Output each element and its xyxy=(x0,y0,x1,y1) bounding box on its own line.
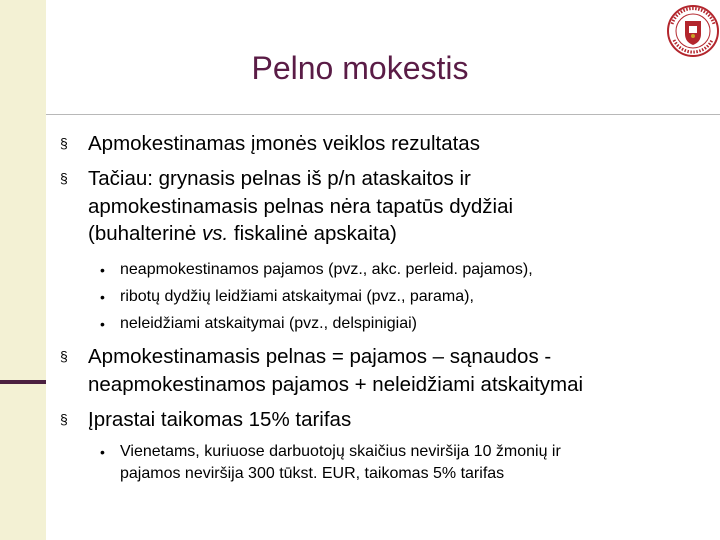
title-divider xyxy=(46,114,720,115)
bullet-square-icon: § xyxy=(60,411,68,427)
item-line: neapmokestinamos pajamos + neleidžiami atskaitymai xyxy=(88,372,584,396)
bullet-dot-icon: • xyxy=(100,444,105,460)
bullet-dot-icon: • xyxy=(100,262,105,278)
bullet-square-icon: § xyxy=(60,348,68,364)
sub-item-text: neapmokestinamos pajamos (pvz., akc. perleid. pajamos), xyxy=(120,261,533,278)
sub-list-item xyxy=(100,259,700,281)
sub-list-item xyxy=(100,441,700,485)
list-item xyxy=(60,165,708,248)
bullet-dot-icon: • xyxy=(100,289,105,305)
item-text: Įprastai taikomas 15% tarifas xyxy=(88,408,352,431)
item-line: Tačiau: grynasis pelnas iš p/n ataskaitos ir xyxy=(88,167,471,190)
list-item xyxy=(60,130,708,158)
sub-item-text: neleidžiami atskaitymai (pvz., delspinigiai) xyxy=(120,315,418,332)
sub-list-item xyxy=(100,313,700,335)
list-item xyxy=(60,343,708,398)
slide-title: Pelno mokestis xyxy=(251,50,469,86)
item-line: apmokestinamasis pelnas nėra tapatūs dydžiai xyxy=(88,194,514,218)
item-line: (buhalterinė vs. fiskalinė apskaita) xyxy=(88,222,397,245)
bullet-square-icon: § xyxy=(60,135,68,151)
sub-item-line: Vienetams, kuriuose darbuotojų skaičius neviršija 10 žmonių ir xyxy=(120,443,561,460)
bullet-dot-icon: • xyxy=(100,316,105,332)
item-text: Apmokestinamas įmonės veiklos rezultatas xyxy=(88,132,480,155)
sub-item-text: ribotų dydžių leidžiami atskaitymai (pvz., parama), xyxy=(120,288,474,305)
sub-list-item xyxy=(100,286,700,308)
band-accent-rule xyxy=(0,380,46,384)
sub-item-line: pajamos neviršija 300 tūkst. EUR, taikomas 5% tarifas xyxy=(120,465,505,482)
item-line: Apmokestinamasis pelnas = pajamos – sąnaudos - xyxy=(88,345,552,368)
list-item xyxy=(60,406,708,434)
bullet-square-icon: § xyxy=(60,170,68,186)
